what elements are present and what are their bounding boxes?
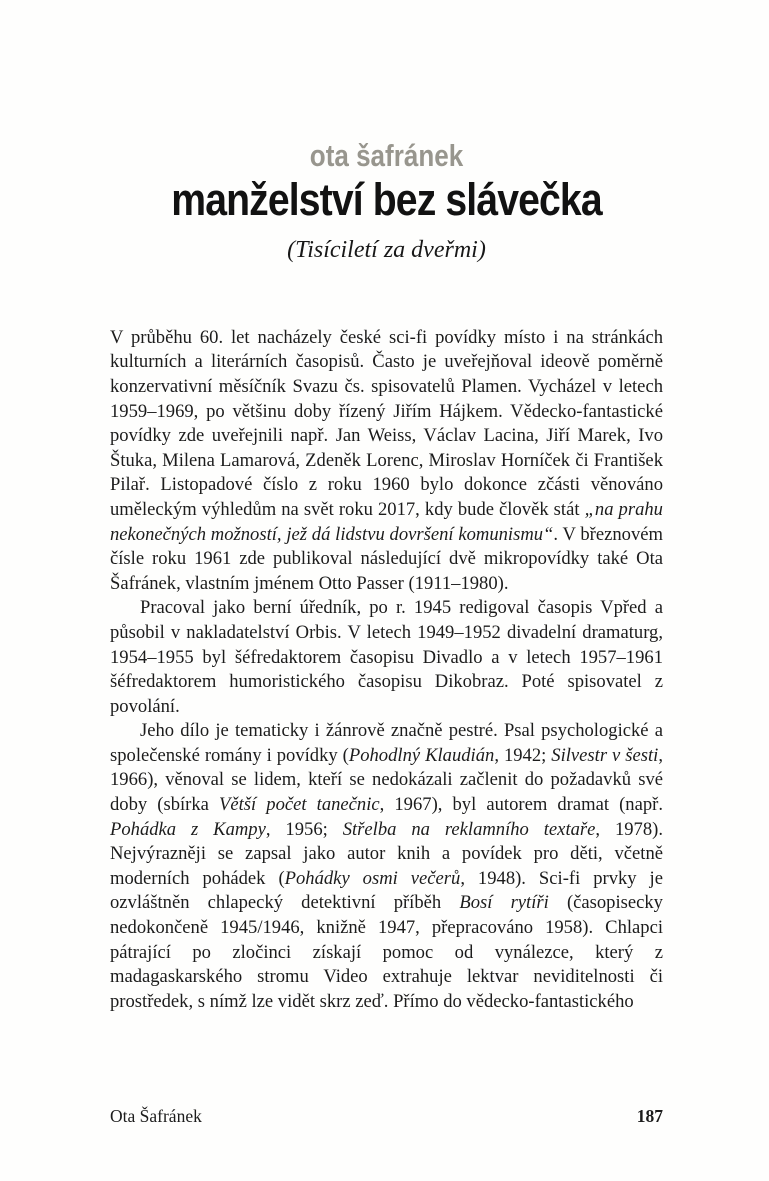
paragraph: [110, 326, 663, 597]
author-name-stamp: ota šafránek: [309, 138, 464, 173]
italic-text-run: Silvestr v šesti: [551, 744, 659, 766]
body-text: [110, 326, 663, 1015]
italic-text-run: Střelba na reklamního textaře: [342, 818, 596, 840]
text-run: , 1956;: [265, 818, 343, 840]
text-run: (časopisecky nedokončeně 1945/1946, knižně 1947, přepracováno 1958). Chlapci pátrající po zločinci získají pomoc od vynálezce, který z madagaskarského stromu Video extrahuje lektvar neviditelnosti či prostředek, s nímž lze vidět skrz zeď. Přímo do vědecko-fantastického: [110, 892, 663, 1012]
italic-text-run: „na prahu nekonečných možností, jež dá lidstvu dovršení komunismu“: [110, 498, 663, 545]
title-block: [110, 140, 663, 264]
italic-text-run: Větší počet tanečnic: [219, 794, 380, 816]
text-run: , 1942;: [494, 744, 552, 766]
book-title-stamp: manželství bez slávečka: [171, 173, 602, 225]
page-content: [110, 0, 663, 1014]
italic-text-run: Bosí rytíři: [459, 892, 549, 914]
text-run: Pracoval jako berní úředník, po r. 1945 redigoval časopis Vpřed a působil v nakladatelství Orbis. V letech 1949–1952 divadelní dramaturg, 1954–1955 byl šéfredaktorem časopisu Divadlo a v letech 1957–1961 šéfredaktorem humoristického časopisu Dikobraz. Poté spisovatel z povolání.: [110, 597, 663, 717]
running-footer-author: Ota Šafránek: [110, 1106, 202, 1126]
text-run: , 1978). Nejvýrazněji se zapsal jako autor knih a povídek pro děti, včetně moderních pohádek (: [110, 818, 663, 889]
book-subtitle: (Tisíciletí za dveřmi): [287, 236, 486, 263]
text-run: , 1948). Sci-fi prvky je ozvláštněn chlapecký detektivní příběh: [110, 867, 663, 914]
paragraph: [110, 719, 663, 1014]
text-run: Jeho dílo je tematicky i žánrově značně pestré. Psal psychologické a společenské romány i povídky (: [110, 720, 663, 766]
page-footer: [110, 1106, 663, 1127]
text-run: V průběhu 60. let nacházely české sci-fi povídky místo i na stránkách kulturních a literárních časopisů. Často je uveřejňoval ideově poměrně konzervativní měsíčník Svazu čs. spisovatelů Plamen. Vycházel v letech 1959–1969, po většinu doby řízený Jiřím Hájkem. Vědecko-fantastické povídky zde uveřejnili např. Jan Weiss, Václav Lacina, Jiří Marek, Ivo Štuka, Milena Lamarová, Zdeněk Lorenc, Miroslav Horníček či František Pilař. Listopadové číslo z roku 1960 bylo dokonce zčásti věnováno uměleckým výhledům na svět roku 2017, kdy bude člověk stát: [110, 326, 663, 520]
page-number: 187: [636, 1106, 663, 1126]
text-run: . V březnovém čísle roku 1961 zde publikoval následující dvě mikropovídky také Ota Šafránek, vlastním jménem Otto Passer (1911–1980).: [110, 523, 663, 594]
italic-text-run: Pohádka z Kampy: [110, 818, 266, 840]
paragraph: [110, 596, 663, 719]
italic-text-run: Pohádky osmi večerů: [284, 867, 461, 889]
italic-text-run: Pohodlný Klaudián: [348, 744, 495, 766]
text-run: , 1966), věnoval se lidem, kteří se nedokázali začlenit do požadavků své doby (sbírka: [110, 744, 663, 816]
text-run: , 1967), byl autorem dramat (např.: [379, 794, 663, 816]
